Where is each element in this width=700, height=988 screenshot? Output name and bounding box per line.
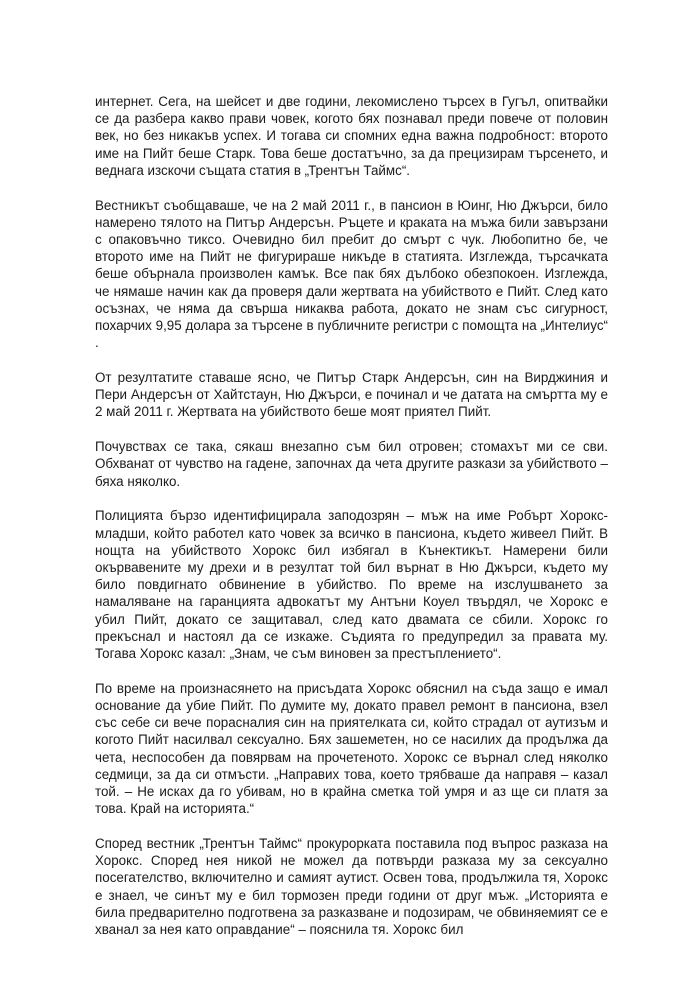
paragraph-4: Почувствах се така, сякаш внезапно съм бил отровен; стомахът ми се сви. Обхванат от чувство на гадене, започнах да чета другите разкази за убийството – бяха няколко. (95, 439, 608, 489)
paragraph-7: Според вестник „Трентън Таймс“ прокурорката поставила под въпрос разказа на Хорокс. Според нея никой не можел да потвърди разказа му за сексуално посегателство, включително и самият аутист. Освен това, продължила тя, Хорокс е знаел, че синът му е бил тормозен преди години от друг мъж. „Историята е била предварително подготвена за разказване и подозирам, че обвиняемият се е хванал за нея като оправдание“ – пояснила тя. Хорокс бил (95, 836, 608, 938)
paragraph-2: Вестникът съобщаваше, че на 2 май 2011 г., в пансион в Юинг, Ню Джърси, било намерено тялото на Питър Андерсън. Ръцете и краката на мъжа били завързани с опаковъчно тиксо. Очевидно бил пребит до смърт с чук. Любопитно бе, че второто име на Пийт не фигурираше никъде в статията. Изглежда, търсачката беше обърнала произволен камък. Все пак бях дълбоко обезпокоен. Изглежда, че нямаше начин как да проверя дали жертвата на убийството е Пийт. След като осъзнах, че няма да свърша никаква работа, докато не знам със сигурност, похарчих 9,95 долара за търсене в публичните регистри с помощта на „Интелиус“ . (95, 197, 608, 351)
paragraph-1: интернет. Сега, на шейсет и две години, лекомислено търсех в Гугъл, опитвайки се да разбера какво прави човек, когото бях познавал преди повече от половин век, но без никакъв успех. И тогава си спомних една важна подробност: второто име на Пийт беше Старк. Това беше достатъчно, за да прецизирам търсенето, и веднага изскочи същата статия в „Трентън Таймс“. (95, 94, 608, 178)
paragraph-5: Полицията бързо идентифицирала заподозрян – мъж на име Робърт Хорокс-младши, който работел като човек за всичко в пансиона, където живеел Пийт. В нощта на убийството Хорокс бил избягал в Кънектикът. Намерени били окървавените му дрехи и в резултат той бил върнат в Ню Джърси, където му било повдигнато обвинение в убийство. По време на изслушването за намаляване на гаранцията адвокатът му Антъни Коуел твърдял, че Хорокс е убил Пийт, докато се защитавал, след като двамата се сбили. Хорокс го прекъснал и настоял да се изкаже. Съдията го предупредил за правата му. Тогава Хорокс казал: „Знам, че съм виновен за престъплението“. (95, 508, 608, 662)
body-text (95, 93, 608, 938)
paragraph-6: По време на произнасянето на присъдата Хорокс обяснил на съда защо е имал основание да убие Пийт. По думите му, докато правел ремонт в пансиона, взел със себе си вече порасналия син на приятелката си, който страдал от аутизъм и когото Пийт насилвал сексуално. Бях зашеметен, но се насилих да продължа да чета, неспособен да повярвам на прочетеното. Хорокс се върнал след няколко седмици, за да си отмъсти. „Направих това, което трябваше да направя – казал той. – Не исках да го убивам, но в крайна сметка той умря и аз ще си платя за това. Край на историята.“ (95, 680, 608, 817)
paragraph-3: От резултатите ставаше ясно, че Питър Старк Андерсън, син на Вирджиния и Пери Андерсън от Хайтстаун, Ню Джърси, е починал и че датата на смъртта му е 2 май 2011 г. Жертвата на убийството беше моят приятел Пийт. (95, 370, 608, 420)
